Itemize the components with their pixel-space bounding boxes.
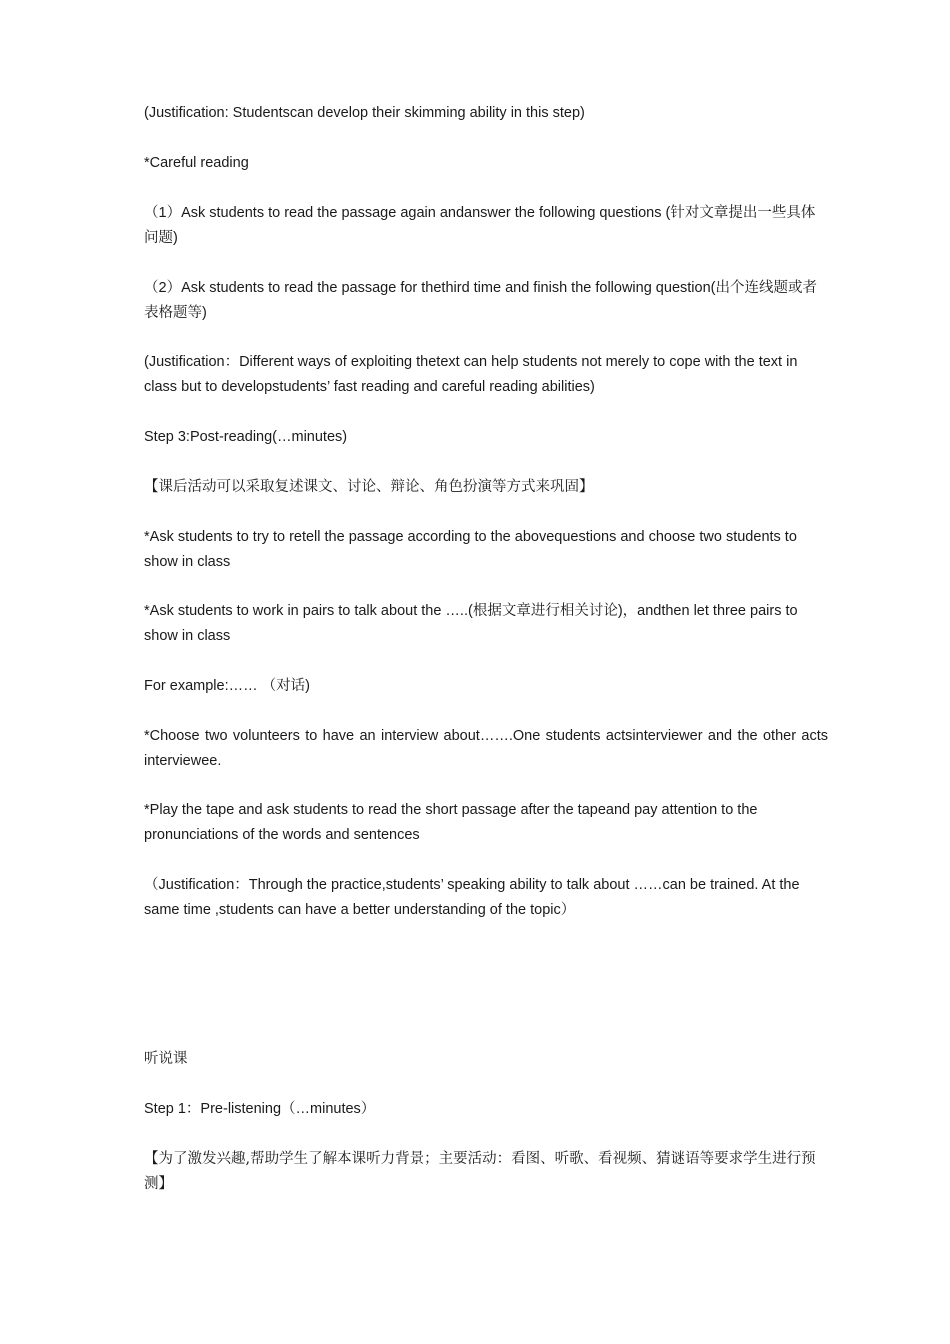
- pre-listening-note: 【为了激发兴趣,帮助学生了解本课听力背景；主要活动：看图、听歌、看视频、猜谜语等要求学生进行预测】: [144, 1151, 816, 1192]
- activity-pair-discussion: *Ask students to work in pairs to talk about the …..(根据文章进行相关讨论)，andthen let three pairs to show in class: [144, 603, 798, 644]
- justification-speaking: （Justification：Through the practice,students’ speaking ability to talk about ……can be trained. At the same time ,students can have a better understanding of the topic）: [144, 877, 800, 918]
- heading-careful-reading: *Careful reading: [144, 155, 249, 171]
- activity-retell: *Ask students to try to retell the passage according to the abovequestions and choose two students to show in class: [144, 529, 797, 570]
- section-listening-speaking: 听说课: [144, 1051, 188, 1067]
- heading-post-reading: Step 3:Post-reading(…minutes): [144, 429, 348, 445]
- activity-interview: *Choose two volunteers to have an interview about…….One students actsinterviewer and the other acts interviewee.: [144, 728, 828, 769]
- post-reading-note: 【课后活动可以采取复述课文、讨论、辩论、角色扮演等方式来巩固】: [144, 479, 594, 495]
- example-dialogue: For example:…… （对话): [144, 678, 310, 694]
- activity-play-tape: *Play the tape and ask students to read the short passage after the tapeand pay attention to the pronunciations of the words and sentences: [144, 802, 758, 843]
- justification-reading-abilities: (Justification：Different ways of exploiting thetext can help students not merely to cope with the text in class but to developstudents’ fast reading and careful reading abilities): [144, 354, 798, 395]
- justification-skimming: (Justification: Studentscan develop their skimming ability in this step): [144, 105, 585, 121]
- heading-pre-listening: Step 1：Pre-listening（…minutes）: [144, 1101, 376, 1117]
- careful-reading-step-1: （1）Ask students to read the passage again andanswer the following questions (针对文章提出一些具体问题): [144, 205, 816, 246]
- careful-reading-step-2: （2）Ask students to read the passage for thethird time and finish the following question(出个连线题或者表格题等): [144, 280, 817, 321]
